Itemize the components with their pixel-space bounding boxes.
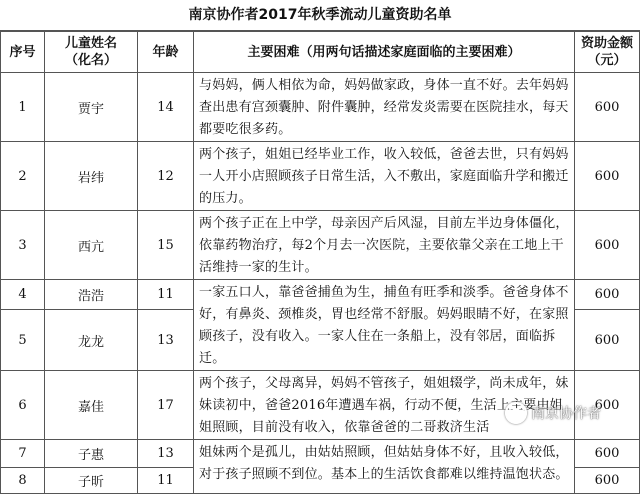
row-index: 5 — [1, 310, 45, 371]
wechat-logo-icon — [505, 402, 527, 424]
difficulty-text: 两个孩子，姐姐已经毕业工作，收入较低，爸爸去世，只有妈妈一人开小店照顾孩子日常生活，入不敷出，家庭面临升学和搬迁的压力。 — [194, 142, 575, 211]
row-index: 8 — [1, 468, 45, 494]
funding-amount: 600 — [575, 468, 640, 494]
table-row — [1, 280, 640, 310]
child-name: 浩浩 — [45, 280, 138, 310]
table-row — [1, 142, 640, 211]
funding-amount: 600 — [575, 280, 640, 310]
difficulty-text: 两个孩子正在上中学，母亲因产后风湿，目前左半边身体僵化，依靠药物治疗，每2个月去一次医院，主要依靠父亲在工地上干活维持一家的生计。 — [194, 211, 575, 280]
child-name: 龙龙 — [45, 310, 138, 371]
child-name: 子惠 — [45, 440, 138, 468]
table-row — [1, 73, 640, 142]
difficulty-text-merged: 一家五口人，靠爸爸捕鱼为生，捕鱼有旺季和淡季。爸爸身体不好，有鼻炎、颈椎炎，胃也经常不舒服。妈妈眼睛不好，在家照顾孩子，没有收入。一家人住在一条船上，没有邻居，面临拆迁。 — [194, 280, 575, 371]
header-amount — [575, 32, 640, 73]
funding-amount: 600 — [575, 142, 640, 211]
child-age: 11 — [138, 280, 194, 310]
header-amount-line1: 资助金额 — [580, 36, 633, 51]
difficulty-text: 与妈妈，俩人相依为命，妈妈做家政，身体一直不好。去年妈妈查出患有宫颈囊肿、附件囊肿，经常发炎需要在医院挂水，每天都要吃很多药。 — [194, 73, 575, 142]
funding-amount: 600 — [575, 73, 640, 142]
row-index: 3 — [1, 211, 45, 280]
child-age: 13 — [138, 310, 194, 371]
watermark — [505, 400, 635, 426]
row-index: 7 — [1, 440, 45, 468]
difficulty-text: 两个孩子，父母离异，妈妈不管孩子，姐姐辍学，尚未成年，妹妹读初中，爸爸2016年遭遇车祸，行动不便，生活上主要由姐姐照顾，目前没有收入，依靠爸爸的二哥救济生活 — [194, 371, 575, 440]
row-index: 4 — [1, 280, 45, 310]
table-row — [1, 211, 640, 280]
sheet-title: 南京协作者2017年秋季流动儿童资助名单 — [0, 0, 640, 31]
child-age: 12 — [138, 142, 194, 211]
row-index: 1 — [1, 73, 45, 142]
header-age: 年龄 — [138, 32, 194, 73]
header-name-line2: （化名） — [64, 53, 117, 68]
child-age: 15 — [138, 211, 194, 280]
child-name: 西亢 — [45, 211, 138, 280]
header-name-line1: 儿童姓名 — [64, 36, 117, 51]
child-age: 13 — [138, 440, 194, 468]
child-name: 嘉佳 — [45, 371, 138, 440]
child-age: 17 — [138, 371, 194, 440]
table-row — [1, 440, 640, 468]
difficulty-text-merged: 姐妹两个是孤儿，由姑姑照顾，但姑姑身体不好，且收入较低，对于孩子照顾不到位。基本上的生活饮食都难以维持温饱状态。 — [194, 440, 575, 494]
child-name: 岩纬 — [45, 142, 138, 211]
watermark-text: 南京协作者 — [531, 406, 601, 422]
table-header — [1, 32, 640, 73]
funding-amount: 600 — [575, 440, 640, 468]
row-index: 2 — [1, 142, 45, 211]
header-amount-line2: （元） — [587, 53, 627, 68]
child-age: 11 — [138, 468, 194, 494]
child-age: 14 — [138, 73, 194, 142]
child-name: 贾宇 — [45, 73, 138, 142]
row-index: 6 — [1, 371, 45, 440]
header-index: 序号 — [1, 32, 45, 73]
funding-amount: 600 — [575, 211, 640, 280]
child-name: 子昕 — [45, 468, 138, 494]
header-name — [45, 32, 138, 73]
funding-amount: 600 — [575, 371, 640, 440]
header-difficulty: 主要困难（用两句话描述家庭面临的主要困难） — [194, 32, 575, 73]
funding-amount: 600 — [575, 310, 640, 371]
